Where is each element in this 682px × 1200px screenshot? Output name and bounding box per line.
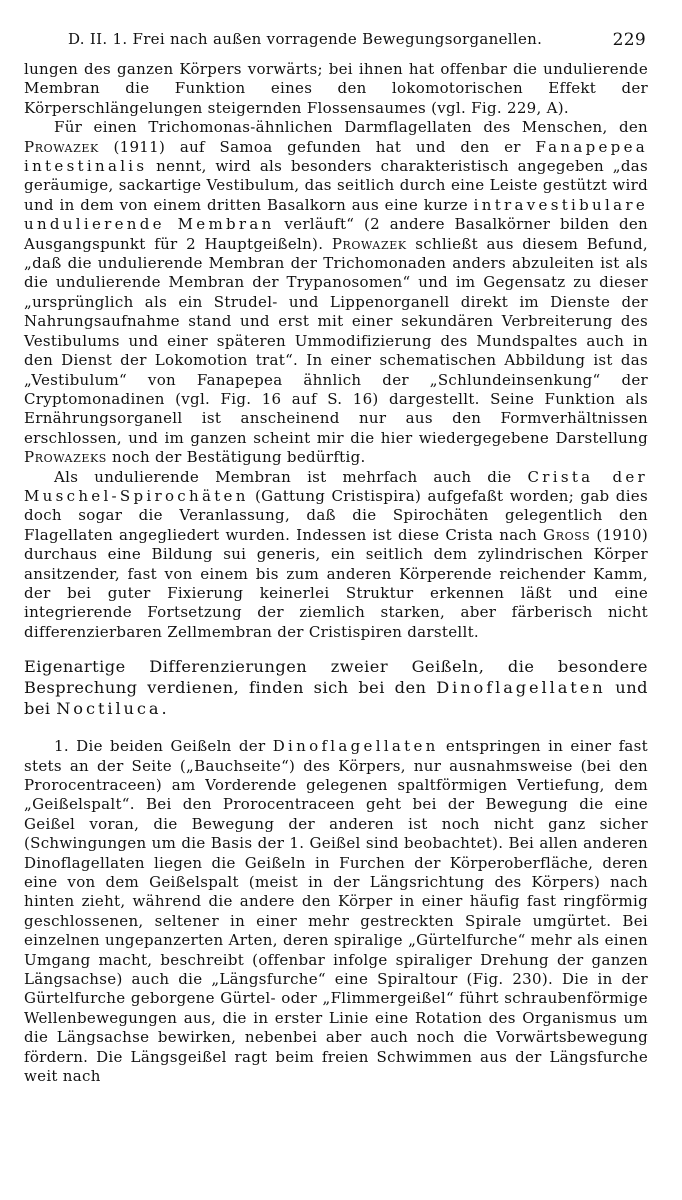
body-text	[24, 60, 648, 642]
paragraph-text: lungen des ganzen Körpers vorwärts; bei ihnen hat offenbar die undulierende Membran die Funktion eines den lokomotorischen Effekt der Körperschlängelungen steigernden Flossensaumes (vgl. Fig. 229, A).	[24, 60, 648, 117]
paragraph-fanapepea	[24, 118, 648, 467]
author-name: Prowazek	[24, 137, 99, 156]
author-name: Prowazeks	[24, 448, 107, 467]
section-text: und bei	[24, 678, 648, 719]
body-text-dinoflagellates	[24, 737, 648, 1086]
text-run: 1. Die beiden Geißeln der	[54, 737, 273, 756]
text-run: Für einen Trichomonas-ähnlichen Darmflagellaten des Menschen, den	[54, 118, 648, 137]
text-run: noch der Bestätigung bedürftig.	[106, 448, 366, 467]
text-run: (Gattung Cristispira) aufgefaßt worden; gab dies doch sogar die Veranlassung, daß die Spirochäten gelegentlich den Flagellaten angegliedert wurden. Indessen ist diese Crista nach	[24, 486, 648, 544]
author-name: Prowazek	[331, 234, 407, 253]
emphasized-term: Noctiluca	[56, 699, 162, 719]
page-number: 229	[612, 30, 646, 50]
text-run: nennt, wird als besonders charakteristisch angegeben „das geräumige, sackartige Vestibulum, das seitlich durch eine Leiste gestützt wird und in dem von einem dritten Basalkorn aus eine kurze	[24, 157, 648, 214]
text-run: (1911) auf Samoa gefunden hat und den er	[98, 137, 536, 156]
text-run: (1910) durchaus eine Bildung sui generis, ein seitlich dem zylindrischen Körper ansitzender, fast von einem bis zum anderen Körperende reichender Kamm, der bei guter Fixierung keinerlei Struktur erkennen läßt und eine integrierende Fortsetzung der ziemlich starken, aber färberisch nicht differenzierbaren Zellmembran der Cristispiren darstellt.	[24, 525, 648, 641]
text-run: Als undulierende Membran ist mehrfach auch die	[54, 467, 528, 486]
section-intro	[24, 656, 648, 719]
running-head	[24, 22, 648, 60]
emphasized-term: intravestibulare undulierende Membran	[24, 195, 648, 234]
section-text: .	[161, 699, 168, 719]
emphasized-term: Fanapepea intestinalis	[24, 137, 648, 176]
running-head-title: D. II. 1. Frei nach außen vorragende Bewegungsorganellen.	[68, 30, 543, 48]
text-run: schließt aus diesem Befund, „daß die undulierende Membran der Trichomonaden anders abzuleiten ist als die undulierende Membran der Trypanosomen“ und im Gegensatz zu dieser „ursprünglich als ein Strudel- und Lippenorganell direkt im Dienste der Nahrungsaufnahme stand und erst mit einer sekundären Verbreiterung des Vestibulums und einer späteren Ummodifizierung des Mundspaltes auch in den Dienst der Lokomotion trat“. In einer schematischen Abbildung ist das „Vestibulum“ von Fanapepea ähnlich der „Schlundeinsenkung“ der Cryptomonadinen (vgl. Fig. 16 auf S. 16) dargestellt. Seine Funktion als Ernährungsorganell ist anscheinend nur aus den Formverhältnissen erschlossen, und im ganzen scheint mir die hier wiedergegebene Darstellung	[24, 234, 648, 447]
emphasized-term: Dinoflagellaten	[272, 737, 439, 756]
author-name: Gross	[543, 525, 591, 544]
text-run: entspringen in einer fast stets an der Seite („Bauchseite“) des Körpers, nur ausnahmsweise (bei den Prorocentraceen) am Vorderende gelegenen spaltförmigen Vertiefung, dem „Geißelspalt“. Bei den Prorocentraceen geht bei der Bewegung die eine Geißel voran, die Bewegung der anderen ist noch nicht ganz sicher (Schwingungen um die Basis der 1. Geißel sind beobachtet). Bei allen anderen Dinoflagellaten liegen die Geißeln in Furchen der Körperoberfläche, deren eine von dem Geißelspalt (meist in der Längsrichtung des Körpers) nach hinten zieht, während die andere den Körper in einer häufig fast ringförmig geschlossenen, seltener in einer mehr gestreckten Spirale umgürtet. Bei einzelnen ungepanzerten Arten, deren spiralige „Gürtelfurche“ mehr als einen Umgang macht, beschreibt (offenbar infolge spiraliger Drehung der ganzen Längsachse) auch die „Längsfurche“ eine Spiraltour (Fig. 230). Die in der Gürtelfurche geborgene Gürtel- oder „Flimmergeißel“ führt schraubenförmige Wellenbewegungen aus, die in erster Linie eine Rotation des Organismus um die Längsachse bewirken, nebenbei aber auch noch die Vorwärtsbewegung fördern. Die Längsgeißel ragt beim freien Schwimmen aus der Längsfurche weit nach	[24, 737, 648, 1086]
section-text: Eigenartige Differenzierungen zweier Geißeln, die besondere Besprechung verdienen, finden sich bei den	[24, 657, 648, 698]
emphasized-term: Crista der Muschel-Spirochäten	[24, 467, 648, 505]
emphasized-term: Dinoflagellaten	[436, 678, 606, 698]
paragraph-dinoflagellates	[24, 737, 648, 1086]
paragraph-cristispira	[24, 468, 648, 643]
text-run: verläuft“ (2 andere Basalkörner bilden den Ausgangspunkt für 2 Hauptgeißeln).	[24, 215, 648, 253]
paragraph-continued	[24, 60, 648, 118]
